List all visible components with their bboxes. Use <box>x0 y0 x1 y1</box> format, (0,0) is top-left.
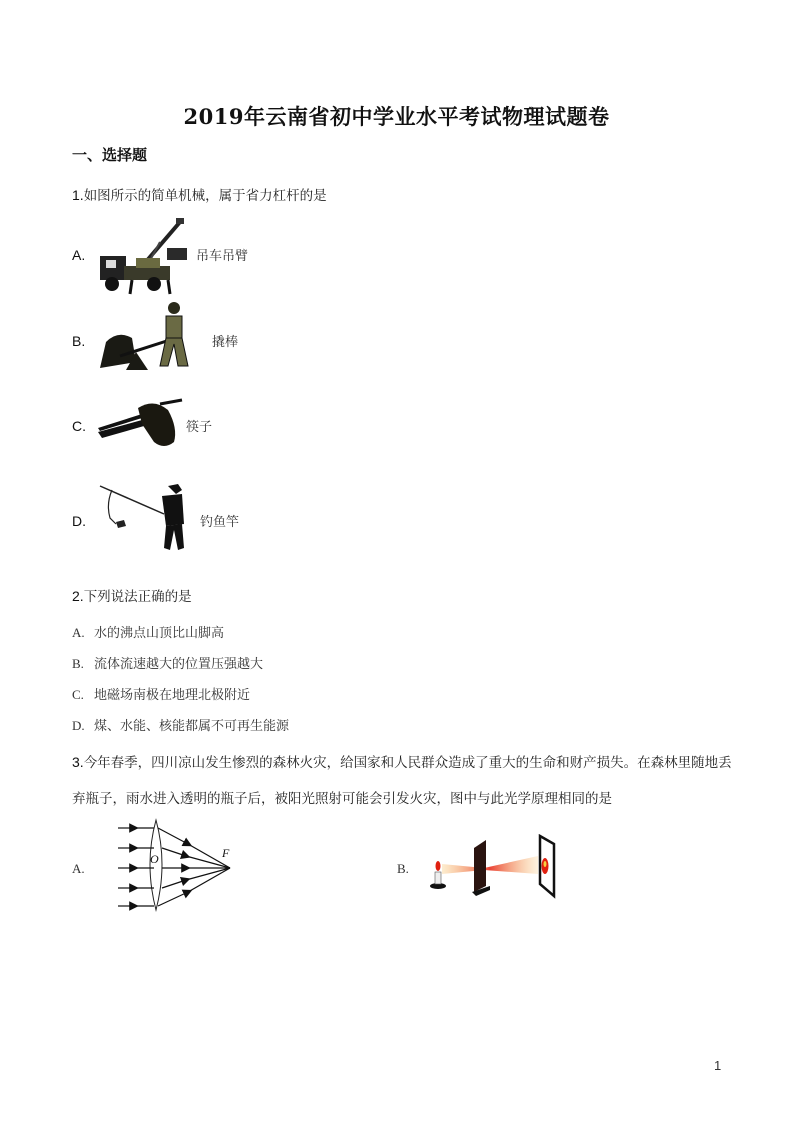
question-3-stem <box>72 744 732 817</box>
man-prying-rock-illustration <box>96 300 196 375</box>
question-text: 今年春季，四川凉山发生惨烈的森林火灾，给国家和人民群众造成了重大的生命和财产损失。在森林里随地丢弃瓶子，雨水进入透明的瓶子后，被阳光照射可能会引发火灾，图中与此光学原理相同的是 <box>72 755 732 807</box>
option-label: A. <box>72 625 85 640</box>
option-text: 煤、水能、核能都属不可再生能源 <box>94 719 290 734</box>
man-fishing-illustration <box>98 484 194 556</box>
q1-option-a <box>72 245 85 264</box>
convex-lens-ray-diagram <box>96 818 246 914</box>
q2-option-d <box>72 715 289 734</box>
option-label: A. <box>72 247 86 263</box>
focus-label: F <box>222 846 230 860</box>
option-text: 地磁场南极在地理北极附近 <box>94 688 251 703</box>
option-label: D. <box>72 718 85 733</box>
question-2-stem <box>72 585 192 605</box>
lens-center-label: O <box>150 852 159 866</box>
q1-option-d <box>72 511 86 530</box>
question-text: 下列说法正确的是 <box>83 589 192 605</box>
q1-option-c <box>72 416 86 435</box>
option-text: 水的沸点山顶比山脚高 <box>94 626 225 641</box>
section-heading: 一、选择题 <box>72 146 148 164</box>
small-block-icon <box>167 248 187 260</box>
option-caption: 吊车吊臂 <box>196 249 249 264</box>
question-number: 3. <box>72 754 84 770</box>
option-caption: 钓鱼竿 <box>200 515 240 530</box>
page-number: 1 <box>714 1058 722 1073</box>
q2-option-c <box>72 684 250 703</box>
hand-holding-chopsticks-illustration <box>94 398 184 450</box>
pinhole-camera-candle-diagram <box>428 834 568 900</box>
option-caption: 筷子 <box>186 420 213 435</box>
option-label: C. <box>72 687 84 702</box>
q3-option-b-label: B. <box>397 861 409 876</box>
option-caption: 撬棒 <box>212 335 239 350</box>
option-label: C. <box>72 418 86 434</box>
q2-option-b <box>72 653 263 672</box>
option-text: 流体流速越大的位置压强越大 <box>94 657 264 672</box>
page-title: 2019年云南省初中学业水平考试物理试题卷 <box>183 104 610 129</box>
option-label: B. <box>72 333 86 349</box>
question-1-stem <box>72 184 327 204</box>
question-number: 1. <box>72 187 84 203</box>
option-label: B. <box>72 656 84 671</box>
option-label: D. <box>72 513 86 529</box>
q1-option-b <box>72 331 85 350</box>
q2-option-a <box>72 622 224 641</box>
question-number: 2. <box>72 588 84 604</box>
question-text: 如图所示的简单机械，属于省力杠杆的是 <box>83 188 327 204</box>
q3-option-a-label: A. <box>72 861 85 876</box>
